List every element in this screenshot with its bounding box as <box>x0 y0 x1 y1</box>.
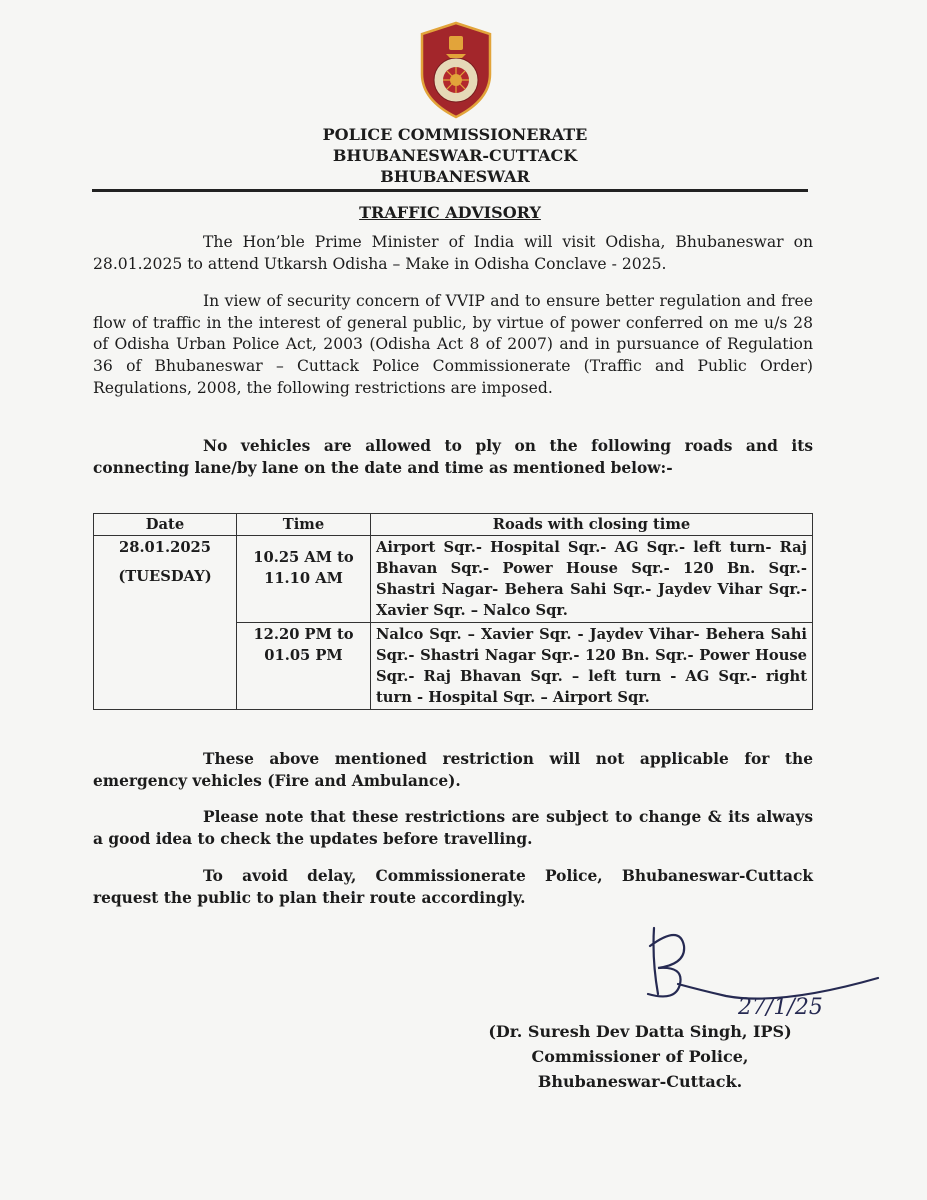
header-date: Date <box>94 514 237 536</box>
signatory-designation: Commissioner of Police, <box>531 1047 749 1066</box>
signatory-name: (Dr. Suresh Dev Datta Singh, IPS) <box>488 1022 792 1041</box>
table-row <box>94 536 813 623</box>
authority-paragraph: In view of security concern of VVIP and to ensure better regulation and free flow of traffic in the interest of general public, by virtue of power conferred on me u/s 28 of Odisha Urban Police Act, 2003 (Odisha Act 8 of 2007) and in pursuance of Regulation 36 of Bhubaneswar – Cuttack Police Commissionerate (Traffic and Public Order) Regulations, 2008, the following restrictions are imposed. <box>93 292 813 397</box>
header-line-2: BHUBANESWAR-CUTTACK <box>332 146 578 165</box>
plan-route-request: To avoid delay, Commissionerate Police, Bhubaneswar-Cuttack request the public to plan their route accordingly. <box>93 867 813 907</box>
road-closure-table <box>93 513 813 710</box>
emergency-exemption-note: These above mentioned restriction will not applicable for the emergency vehicles (Fire and Ambulance). <box>93 750 813 790</box>
change-disclaimer-note: Please note that these restrictions are subject to change & its always a good idea to check the updates before travelling. <box>93 808 813 848</box>
restriction-notice: No vehicles are allowed to ply on the following roads and its connecting lane/by lane on the date and time as mentioned below:- <box>93 437 813 477</box>
header-roads: Roads with closing time <box>371 514 813 536</box>
handwritten-signature <box>640 920 880 1020</box>
signatory-office: Bhubaneswar-Cuttack. <box>537 1072 743 1091</box>
date-cell <box>94 536 237 710</box>
signature-date: 27/1/25 <box>738 995 823 1020</box>
police-emblem-logo <box>416 20 496 120</box>
header-line-1: POLICE COMMISSIONERATE <box>322 125 588 144</box>
roads-cell: Airport Sqr.- Hospital Sqr.- AG Sqr.- left turn- Raj Bhavan Sqr.- Power House Sqr.- 120 Bn. Sqr.- Shastri Nagar- Behera Sahi Sqr.- Jaydev Vihar Sqr.- Xavier Sqr. – Nalco Sqr. <box>371 536 813 623</box>
table-header-row <box>94 514 813 536</box>
signatory-block <box>470 1019 810 1094</box>
date-value: 28.01.2025 <box>119 539 211 556</box>
header-divider <box>92 189 808 192</box>
header-time: Time <box>237 514 371 536</box>
intro-paragraph: The Hon’ble Prime Minister of India will visit Odisha, Bhubaneswar on 28.01.2025 to attend Utkarsh Odisha – Make in Odisha Conclave - 2025. <box>93 233 813 273</box>
day-value: (TUESDAY) <box>118 568 212 585</box>
roads-cell: Nalco Sqr. – Xavier Sqr. - Jaydev Vihar- Behera Sahi Sqr.- Shastri Nagar Sqr.- 120 Bn. Sqr.- Power House Sqr.- Raj Bhavan Sqr. – left turn - AG Sqr.- right turn - Hospital Sqr. – Airport Sqr. <box>371 623 813 710</box>
advisory-title: TRAFFIC ADVISORY <box>359 203 541 222</box>
time-cell: 10.25 AM to 11.10 AM <box>237 536 371 623</box>
time-cell: 12.20 PM to 01.05 PM <box>237 623 371 710</box>
header-line-3: BHUBANESWAR <box>380 167 530 186</box>
